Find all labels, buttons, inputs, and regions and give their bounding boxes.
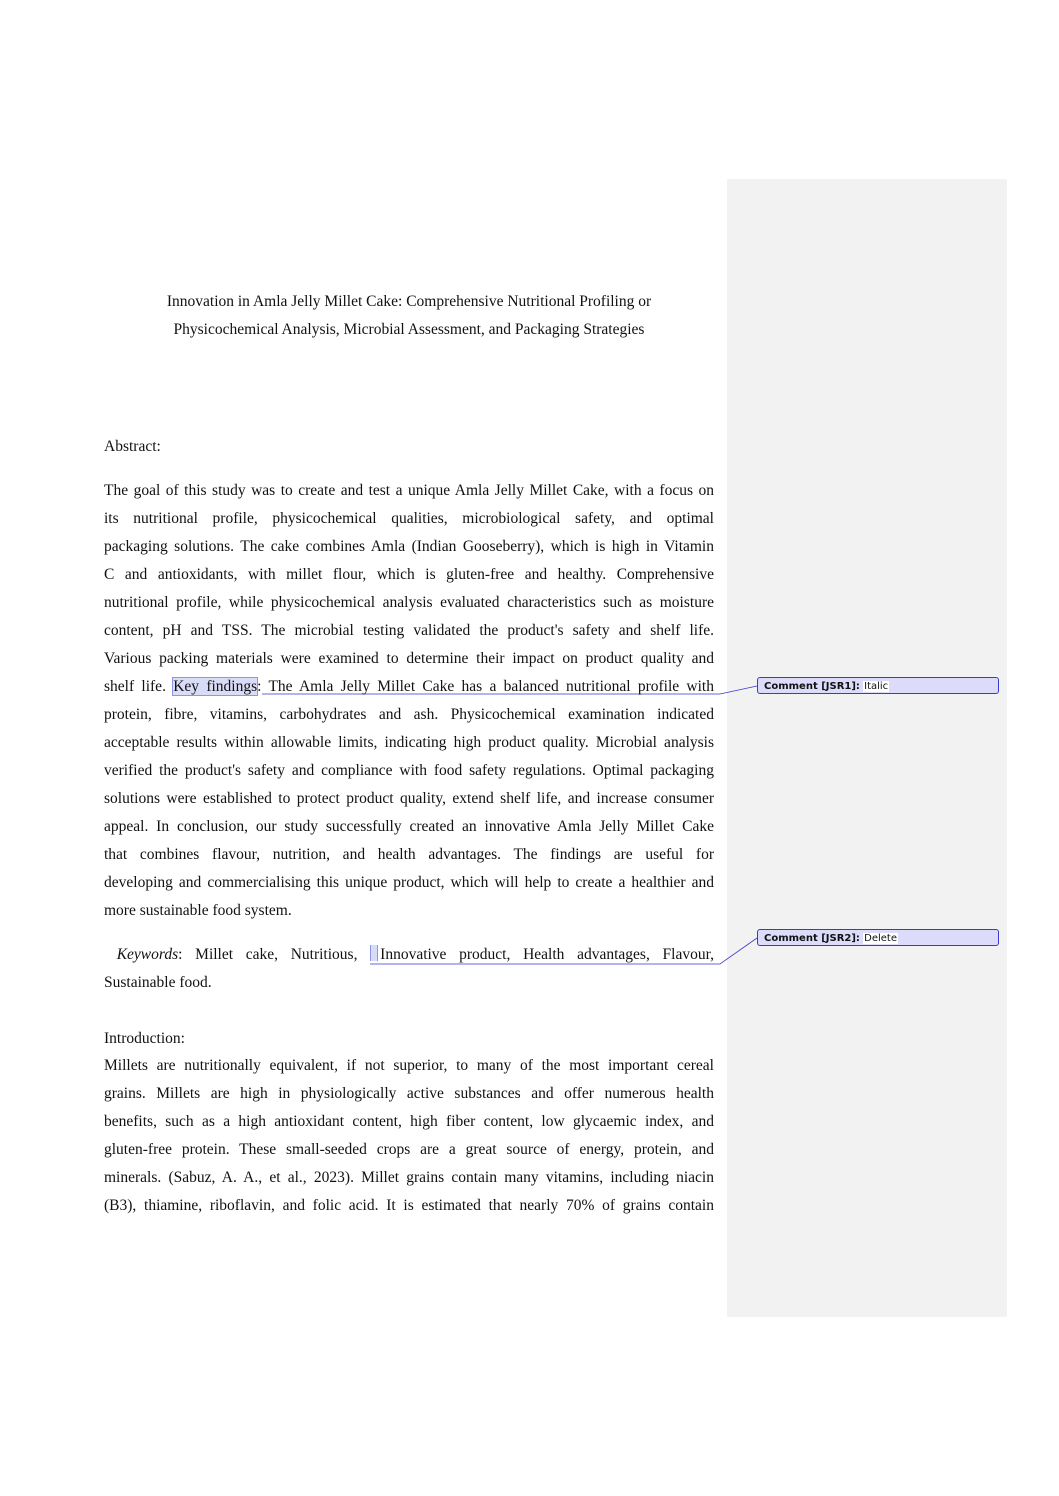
- keywords-text: Millet cake, Nutritious,: [195, 946, 358, 963]
- introduction-line: Millets are nutritionally equivalent, if not superior, to many of the most important cereal: [104, 1057, 714, 1074]
- title-line-1: Innovation in Amla Jelly Millet Cake: Comprehensive Nutritional Profiling or: [166, 293, 652, 310]
- keywords-text: Innovative product, Health advantages, Flavour,: [380, 946, 714, 963]
- abstract-line: that combines flavour, nutrition, and health advantages. The findings are useful for: [104, 846, 714, 863]
- abstract-line: nutritional profile, while physicochemical analysis evaluated characteristics such as moisture: [104, 594, 714, 611]
- introduction-paragraph: [104, 1052, 714, 1220]
- abstract-line: more sustainable food system.: [104, 902, 292, 919]
- abstract-heading: Abstract:: [104, 438, 161, 455]
- abstract-line: appeal. In conclusion, our study successfully created an innovative Amla Jelly Millet Cake: [104, 818, 714, 835]
- abstract-line: Various packing materials were examined to determine their impact on product quality and: [104, 650, 714, 667]
- abstract-line-with-comment: [104, 673, 714, 701]
- comments-margin-pane: [727, 179, 1007, 1317]
- keywords-line: Sustainable food.: [104, 974, 212, 991]
- keywords-line: [104, 941, 714, 969]
- title-line-2: Physicochemical Analysis, Microbial Assessment, and Packaging Strategies: [173, 321, 645, 338]
- comment-tag: Comment [JSR1]:: [764, 681, 860, 692]
- paper-title: [104, 288, 714, 344]
- keywords-label: Keywords: [116, 946, 179, 963]
- abstract-line: verified the product's safety and compliance with food safety regulations. Optimal packaging: [104, 762, 714, 779]
- introduction-line: (B3), thiamine, riboflavin, and folic acid. It is estimated that nearly 70% of grains contain: [104, 1197, 714, 1214]
- introduction-line: grains. Millets are high in physiologically active substances and offer numerous health: [104, 1085, 714, 1102]
- comment-text: Italic: [864, 681, 889, 692]
- abstract-line: The goal of this study was to create and test a unique Amla Jelly Millet Cake, with a focus on: [104, 482, 714, 499]
- keywords-paragraph: [104, 941, 714, 997]
- comment-tag: Comment [JSR2]:: [764, 933, 860, 944]
- keywords-colon: :: [178, 946, 183, 963]
- comment-balloon-jsr1[interactable]: [757, 677, 999, 694]
- abstract-line: its nutritional profile, physicochemical qualities, microbiological safety, and optimal: [104, 510, 714, 527]
- introduction-line: gluten-free protein. These small-seeded crops are a great source of energy, protein, and: [104, 1141, 714, 1158]
- abstract-line: developing and commercialising this unique product, which will help to create a healthier and: [104, 874, 714, 891]
- abstract-line: content, pH and TSS. The microbial testing validated the product's safety and shelf life.: [104, 622, 714, 639]
- abstract-line: acceptable results within allowable limits, indicating high product quality. Microbial analysis: [104, 734, 714, 751]
- comment-balloon-jsr2[interactable]: [757, 929, 999, 946]
- abstract-text: shelf life.: [104, 678, 174, 695]
- abstract-line: protein, fibre, vitamins, carbohydrates and ash. Physicochemical examination indicated: [104, 706, 714, 723]
- introduction-line: minerals. (Sabuz, A. A., et al., 2023). Millet grains contain many vitamins, including niacin: [104, 1169, 714, 1186]
- introduction-line: benefits, such as a high antioxidant content, high fiber content, low glycaemic index, and: [104, 1113, 714, 1130]
- comment-anchor-delete[interactable]: [370, 945, 378, 961]
- abstract-text: : The Amla Jelly Millet Cake has a balanced nutritional profile with: [257, 678, 714, 695]
- introduction-heading: Introduction:: [104, 1030, 185, 1047]
- abstract-paragraph: [104, 477, 714, 925]
- abstract-line: solutions were established to protect product quality, extend shelf life, and increase consumer: [104, 790, 714, 807]
- comment-anchor-key-findings[interactable]: Key findings: [173, 678, 258, 695]
- comment-text: Delete: [864, 933, 897, 944]
- abstract-line: C and antioxidants, with millet flour, which is gluten-free and healthy. Comprehensive: [104, 566, 714, 583]
- abstract-line: packaging solutions. The cake combines Amla (Indian Gooseberry), which is high in Vitamin: [104, 538, 714, 555]
